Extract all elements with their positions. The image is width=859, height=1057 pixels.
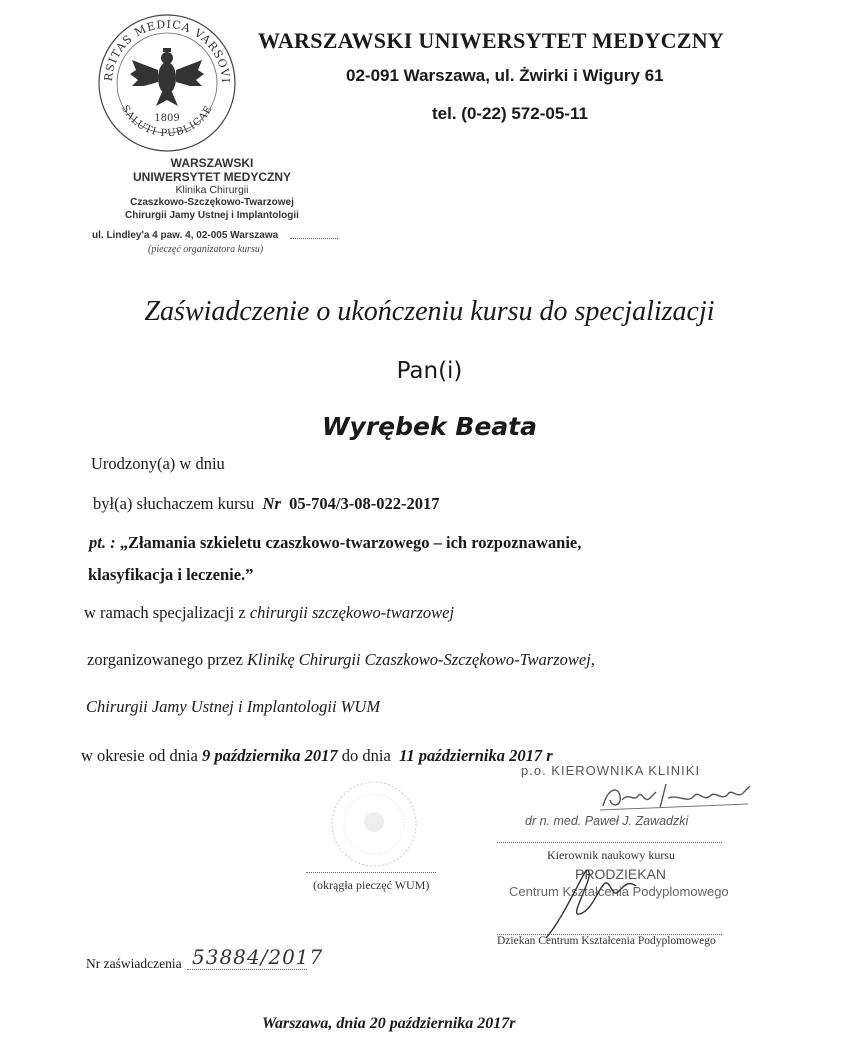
stamp-line-5: Chirurgii Jamy Ustnej i Implantologii [125,209,299,221]
organized-label: zorganizowanego przez [87,650,243,669]
stamp-caption: (pieczęć organizatora kursu) [148,244,264,255]
university-address: 02-091 Warszawa, ul. Żwirki i Wigury 61 [346,66,664,85]
stamp-line-4: Czaszkowo-Szczękowo-Twarzowej [130,197,294,208]
course-number: 05-704/3-08-022-2017 [289,494,440,513]
round-seal [328,778,420,870]
stamp-address: ul. Lindley'a 4 paw. 4, 02-005 Warszawa [92,230,279,241]
university-seal [92,8,242,158]
university-name: WARSZAWSKI UNIWERSYTET MEDYCZNY [258,28,725,53]
period-to-label: do dnia [341,746,391,765]
salutation: Pan(i) [396,358,463,384]
born-label: Urodzony(a) w dniu [91,454,225,473]
stamp-dotted-line [290,238,338,239]
prodean-title: PRODZIEKAN [575,866,667,882]
specialization-line [84,603,454,623]
svg-text:SALUTI PUBLICAE: SALUTI PUBLICAE [119,103,215,140]
university-phone: tel. (0-22) 572-05-11 [432,104,588,123]
course-title-2: klasyfikacja i leczenie.” [88,565,254,584]
certificate-number: 53884/2017 [192,945,324,969]
specialization: chirurgii szczękowo-twarzowej [249,603,455,622]
dean-caption: Dziekan Centrum Kształcenia Podyplomowego [497,935,716,947]
organizer-2: Chirurgii Jamy Ustnej i Implantologii WUM [86,697,381,716]
head-label: p.o. KIEROWNIKA KLINIKI [521,763,701,778]
person-name: Wyrębek Beata [321,412,538,441]
period-from: 9 października 2017 [201,746,338,765]
period-to: 11 października 2017 r [399,746,553,765]
round-seal-caption: (okrągła pieczęć WUM) [313,878,430,892]
born-line [91,454,225,474]
organizer-line-1 [87,650,595,670]
course-title-1: „Złamania szkieletu czaszkowo-twarzowego – ich rozpoznawanie, [119,533,582,552]
head-name: dr n. med. Paweł J. Zawadzki [525,814,689,828]
stamp-line-1: WARSZAWSKI [170,156,254,170]
supervisor-caption: Kierownik naukowy kursu [547,848,675,862]
specialization-label: w ramach specjalizacji z [84,603,246,622]
round-seal-dotted-line [306,872,436,873]
svg-text:1809: 1809 [154,113,180,124]
listener-label: był(a) słuchaczem kursu [93,494,255,513]
listener-line [93,494,439,514]
certificate-number-dotted-line [187,969,307,970]
period-line [81,746,553,766]
head-signature [598,778,758,818]
place-date: Warszawa, dnia 20 października 2017r [262,1015,516,1032]
stamp-line-3: Klinika Chirurgii [175,184,249,196]
pt-label: pt. : [89,533,116,552]
svg-text:UNIVERSITAS MEDICA VARSOVIENSI: RSITAS MEDICA VARSOVI [101,17,233,84]
nr-label: Nr [262,494,281,513]
course-title-line-1 [89,533,581,553]
certificate-number-label: Nr zaświadczenia [86,956,182,971]
supervisor-signature-line [497,842,722,843]
prodean-signature [540,862,660,942]
document-title: Zaświadczenie o ukończeniu kursu do specjalizacji [144,296,715,327]
organizer-stamp [92,156,332,222]
period-label: w okresie od dnia [81,746,198,765]
stamp-line-2: UNIWERSYTET MEDYCZNY [132,170,291,184]
organizer-1: Klinikę Chirurgii Czaszkowo-Szczękowo-Twarzowej, [247,650,595,669]
prodean-unit: Centrum Kształcenia Podyplomowego [509,884,729,899]
